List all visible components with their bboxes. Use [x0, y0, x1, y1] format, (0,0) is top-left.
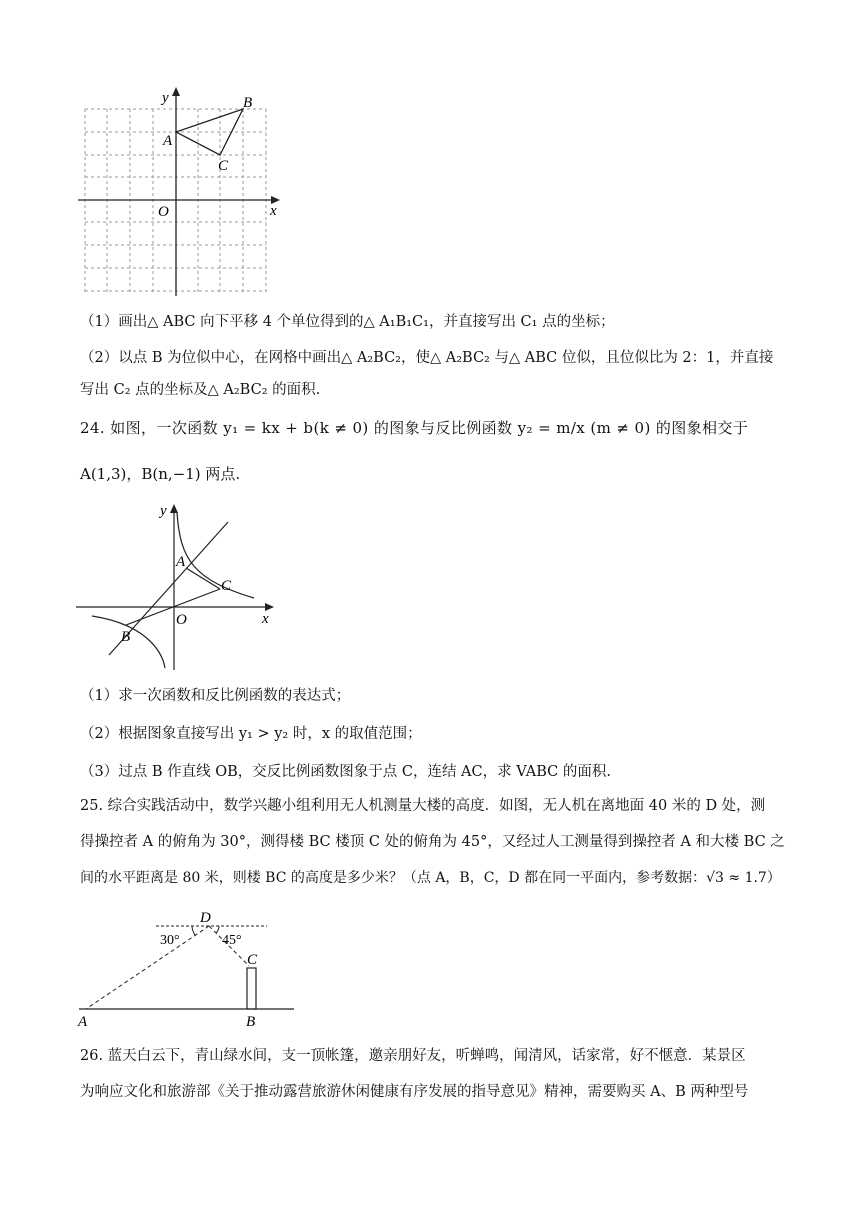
- y-axis-arrow: [170, 504, 178, 513]
- y-axis-arrow: [172, 87, 180, 96]
- hyperbola-branch-q1: [177, 512, 254, 598]
- x-axis-label: x: [270, 203, 277, 219]
- angle-arc-30: [192, 926, 195, 935]
- segment-ac: [186, 568, 220, 589]
- q25-stem-line1: 25. 综合实践活动中，数学兴趣小组利用无人机测量大楼的高度．如图，无人机在离地面 40 米的 D 处，测: [80, 798, 766, 814]
- origin-label: O: [176, 612, 187, 628]
- grid-triangle-figure: [70, 84, 290, 304]
- point-b-label: B: [243, 95, 253, 111]
- y-axis-label: y: [162, 90, 169, 106]
- q24-part2: （2）根据图象直接写出 y₁ > y₂ 时，x 的取值范围；: [80, 726, 422, 742]
- q25-stem-line2: 得操控者 A 的俯角为 30°，测得楼 BC 楼顶 C 处的俯角为 45°，又经过人工测量得到操控者 A 和大楼 BC 之: [80, 834, 785, 850]
- point-b-label: B: [246, 1014, 256, 1030]
- x-axis-label: x: [262, 611, 269, 627]
- point-d-label: D: [200, 910, 211, 926]
- point-b-label: B: [121, 629, 131, 645]
- function-graph-figure: [74, 500, 284, 675]
- q23-part2-line2: 写出 C₂ 点的坐标及△ A₂BC₂ 的面积.: [80, 382, 321, 398]
- angle-arc-45: [216, 926, 219, 933]
- q26-stem-line2: 为响应文化和旅游部《关于推动露营旅游休闲健康有序发展的指导意见》精神，需要购买 A、B 两种型号: [80, 1084, 749, 1100]
- x-axis-arrow: [265, 603, 274, 611]
- q23-part2-line1: （2）以点 B 为位似中心，在网格中画出△ A₂BC₂，使△ A₂BC₂ 与△ ABC 位似，且位似比为 2：1，并直接: [80, 350, 774, 366]
- q26-stem-line1: 26. 蓝天白云下，青山绿水间，支一顶帐篷，邀亲朋好友，听蝉鸣，闻清风，话家常，好不惬意．某景区: [80, 1048, 746, 1064]
- point-c-label: C: [218, 158, 229, 174]
- point-a-label: A: [163, 133, 173, 149]
- point-c-label: C: [221, 578, 232, 594]
- q24-part3: （3）过点 B 作直线 OB，交反比例函数图象于点 C，连结 AC，求 VABC 的面积.: [80, 764, 611, 780]
- y-axis-label: y: [160, 503, 167, 519]
- point-a-label: A: [78, 1014, 88, 1030]
- drone-measurement-figure: [74, 906, 304, 1032]
- q24-stem-line2: A(1,3)，B(n,−1) 两点.: [80, 465, 241, 483]
- triangle-abc: [176, 109, 243, 155]
- point-a-label: A: [176, 554, 186, 570]
- q23-part1: （1）画出△ ABC 向下平移 4 个单位得到的△ A₁B₁C₁，并直接写出 C₁ 点的坐标；: [80, 314, 615, 330]
- angle-45-label: 45°: [222, 933, 242, 948]
- origin-label: O: [158, 204, 169, 220]
- sight-line-da: [86, 926, 209, 1009]
- q24-stem-line1: 24. 如图，一次函数 y₁ = kx + b(k ≠ 0) 的图象与反比例函数 y₂ = m/x (m ≠ 0) 的图象相交于: [80, 419, 749, 437]
- q25-stem-line3: 间的水平距离是 80 米，则楼 BC 的高度是多少米？（点 A，B，C，D 都在同一平面内，参考数据：√3 ≈ 1.7）: [80, 870, 781, 886]
- angle-30-label: 30°: [160, 933, 180, 948]
- point-c-label: C: [247, 952, 258, 968]
- building-bc: [247, 968, 256, 1009]
- q24-part1: （1）求一次函数和反比例函数的表达式；: [80, 688, 351, 704]
